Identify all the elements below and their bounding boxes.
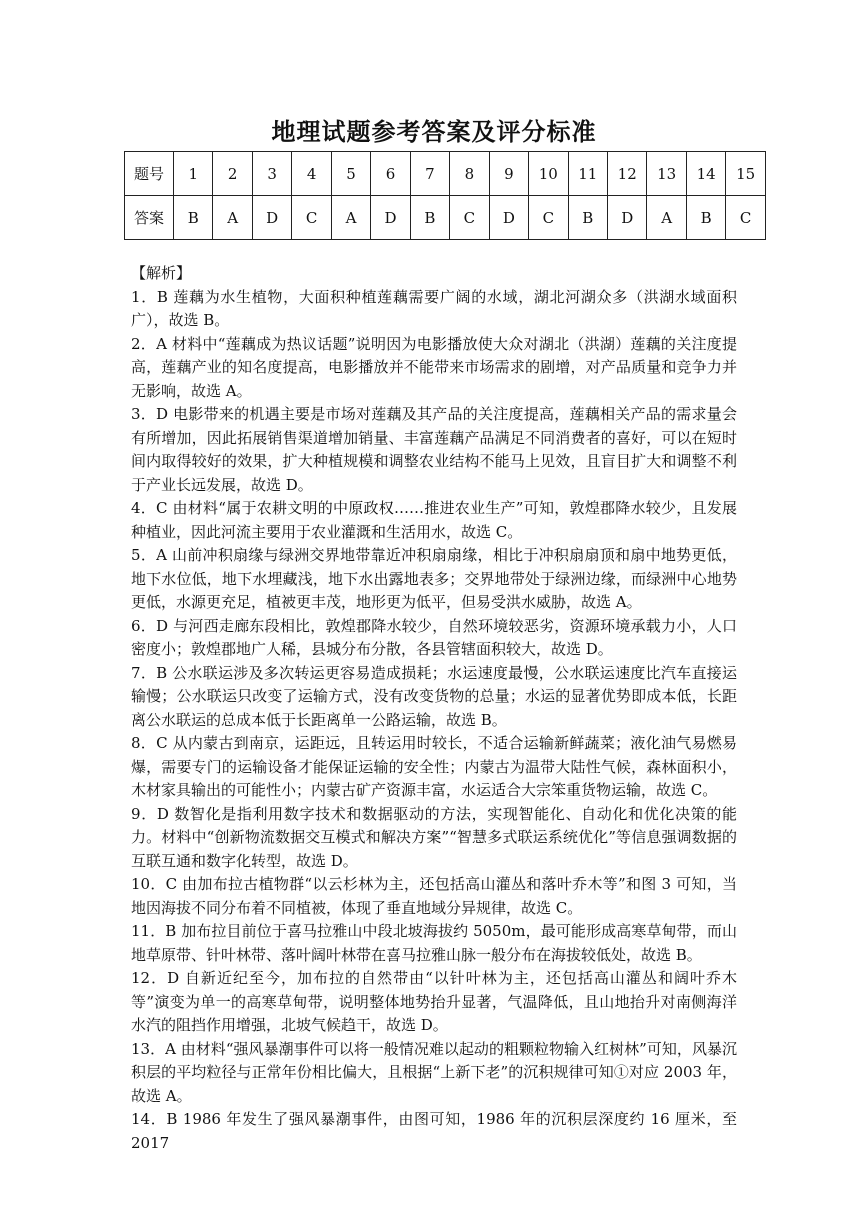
answer-cell: C: [529, 196, 568, 240]
explanation-section: [131, 262, 737, 1155]
answer-cell: B: [568, 196, 607, 240]
explanation-item: 1．B 莲藕为水生植物，大面积种植莲藕需要广阔的水域，湖北河湖众多（洪湖水域面积广），故选 B。: [131, 287, 737, 329]
answer-cell: A: [647, 196, 686, 240]
question-number-cell: 10: [529, 152, 568, 196]
question-number-row: [125, 152, 766, 196]
answer-cell: D: [489, 196, 528, 240]
row-label-question-number: 题号: [125, 152, 174, 196]
answer-row: [125, 196, 766, 240]
explanation-item: 14．B 1986 年发生了强风暴潮事件，由图可知，1986 年的沉积层深度约 16 厘米，至 2017: [131, 1110, 737, 1152]
question-number-cell: 9: [489, 152, 528, 196]
explanation-item: 4．C 由材料“属于农耕文明的中原政权……推进农业生产”可知，敦煌郡降水较少，且发展种植业，因此河流主要用于农业灌溉和生活用水，故选 C。: [131, 499, 737, 541]
question-number-cell: 13: [647, 152, 686, 196]
answer-cell: C: [292, 196, 331, 240]
answer-cell: A: [213, 196, 252, 240]
question-number-cell: 12: [607, 152, 646, 196]
question-number-cell: 6: [371, 152, 410, 196]
question-number-cell: 3: [252, 152, 291, 196]
question-number-cell: 5: [331, 152, 370, 196]
explanation-item: 3．D 电影带来的机遇主要是市场对莲藕及其产品的关注度提高，莲藕相关产品的需求量会有所增加，因此拓展销售渠道增加销量、丰富莲藕产品满足不同消费者的喜好，可以在短时间内取得较好的效果，扩大种植规模和调整农业结构不能马上见效，且盲目扩大和调整不利于产业长远发展，故选 D。: [131, 405, 737, 494]
question-number-cell: 4: [292, 152, 331, 196]
explanation-item: 2．A 材料中“莲藕成为热议话题”说明因为电影播放使大众对湖北（洪湖）莲藕的关注度提高，莲藕产业的知名度提高，电影播放并不能带来市场需求的剧增，对产品质量和竞争力并无影响，故选 A。: [131, 334, 737, 400]
explanation-item: 11．B 加布拉目前位于喜马拉雅山中段北坡海拔约 5050m，最可能形成高寒草甸带，而山地草原带、针叶林带、落叶阔叶林带在喜马拉雅山脉一般分布在海拔较低处，故选 B。: [131, 922, 737, 964]
page-title: 地理试题参考答案及评分标准: [271, 117, 597, 146]
answer-cell: B: [174, 196, 213, 240]
explanation-item: 13．A 由材料“强风暴潮事件可以将一般情况难以起动的粗颗粒物输入红树林”可知，风暴沉积层的平均粒径与正常年份相比偏大，且根据“上新下老”的沉积规律可知①对应 2003 年，故选 A。: [131, 1039, 737, 1105]
question-number-cell: 11: [568, 152, 607, 196]
explanation-item: 12．D 自新近纪至今，加布拉的自然带由“以针叶林为主，还包括高山灌丛和阔叶乔木等”演变为单一的高寒草甸带，说明整体地势抬升显著，气温降低，且山地抬升对南侧海洋水汽的阻挡作用增强，北坡气候趋干，故选 D。: [131, 969, 737, 1034]
question-number-cell: 15: [726, 152, 766, 196]
answer-cell: C: [726, 196, 766, 240]
question-number-cell: 14: [686, 152, 725, 196]
explanation-item: 9．D 数智化是指利用数字技术和数据驱动的方法，实现智能化、自动化和优化决策的能力。材料中“创新物流数据交互模式和解决方案”“智慧多式联运系统优化”等信息强调数据的互联互通和数字化转型，故选 D。: [131, 804, 737, 870]
question-number-cell: 8: [450, 152, 489, 196]
explanation-item: 7．B 公水联运涉及多次转运更容易造成损耗；水运速度最慢，公水联运速度比汽车直接运输慢；公水联运只改变了运输方式，没有改变货物的总量；水运的显著优势即成本低，长距离公水联运的总成本低于长距离单一公路运输，故选 B。: [131, 663, 737, 729]
question-number-cell: 1: [174, 152, 213, 196]
question-number-cell: 7: [410, 152, 449, 196]
question-number-cell: 2: [213, 152, 252, 196]
answer-cell: B: [686, 196, 725, 240]
answer-cell: D: [607, 196, 646, 240]
answer-cell: D: [371, 196, 410, 240]
explanation-item: 5．A 山前冲积扇缘与绿洲交界地带靠近冲积扇扇缘，相比于冲积扇扇顶和扇中地势更低，地下水位低，地下水埋藏浅，地下水出露地表多；交界地带处于绿洲边缘，而绿洲中心地势更低，水源更充足，植被更丰茂，地形更为低平，但易受洪水威胁，故选 A。: [131, 546, 737, 611]
section-label: 【解析】: [131, 264, 192, 282]
explanation-item: 6．D 与河西走廊东段相比，敦煌郡降水较少，自然环境较恶劣，资源环境承载力小，人口密度小；敦煌郡地广人稀，县城分布分散，各县管辖面积较大，故选 D。: [131, 616, 737, 658]
answer-cell: D: [252, 196, 291, 240]
answer-cell: C: [450, 196, 489, 240]
row-label-answer: 答案: [125, 196, 174, 240]
explanation-item: 10．C 由加布拉古植物群“以云杉林为主，还包括高山灌丛和落叶乔木等”和图 3 可知，当地因海拔不同分布着不同植被，体现了垂直地域分异规律，故选 C。: [131, 875, 737, 917]
answer-table: [124, 151, 766, 240]
explanation-item: 8．C 从内蒙古到南京，运距远，且转运用时较长，不适合运输新鲜蔬菜；液化油气易燃易爆，需要专门的运输设备才能保证运输的安全性；内蒙古为温带大陆性气候，森林面积小，木材家具输出的可能性小；内蒙古矿产资源丰富，水运适合大宗笨重货物运输，故选 C。: [131, 734, 737, 799]
answer-cell: B: [410, 196, 449, 240]
answer-cell: A: [331, 196, 370, 240]
